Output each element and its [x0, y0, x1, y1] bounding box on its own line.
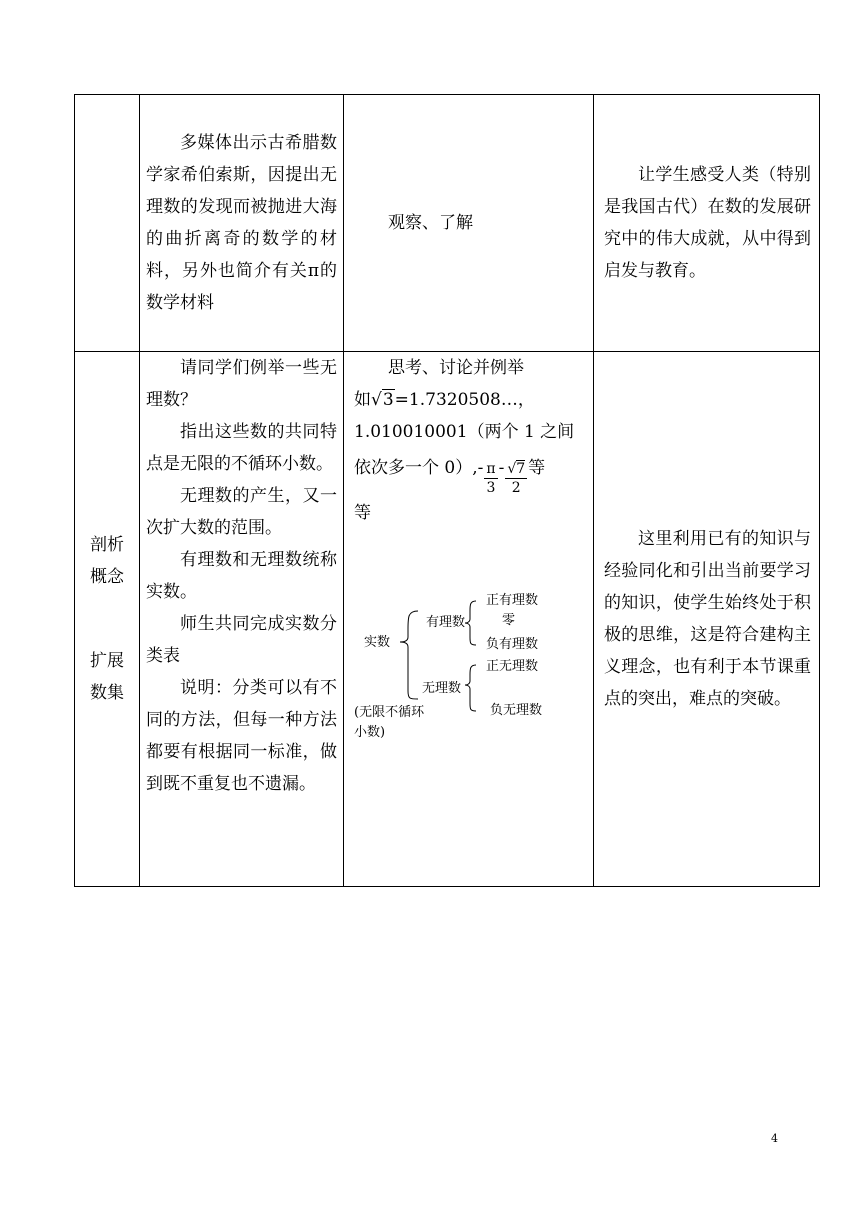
- table-row: [75, 352, 820, 887]
- tree-neg-irrational: 负无理数: [490, 703, 543, 718]
- teacher-paragraph: 师生共同完成实数分类表: [146, 614, 337, 666]
- design-intent-cell: [594, 95, 820, 352]
- stage-label: 概念: [90, 567, 124, 587]
- tree-neg-rational: 负有理数: [486, 637, 539, 652]
- fraction-sqrt7-2: [505, 460, 527, 497]
- tree-rational: 有理数: [426, 615, 466, 630]
- fraction-pi-3: [484, 460, 497, 497]
- numerator: π: [486, 461, 496, 477]
- tree-irrational-note: (无限不循环小数): [354, 705, 425, 740]
- student-activity-cell: [344, 352, 594, 887]
- example-value: =1.7320508…，: [394, 390, 535, 410]
- radicand: 3: [382, 390, 394, 410]
- student-line: 思考、讨论并例举: [388, 358, 524, 378]
- teacher-paragraph: 指出这些数的共同特点是无限的不循环小数。: [146, 422, 337, 474]
- page-number: 4: [771, 1132, 778, 1145]
- tree-zero: 零: [502, 613, 516, 628]
- student-line: 等: [354, 503, 371, 523]
- sqrt-symbol: √3: [371, 390, 394, 410]
- tree-pos-rational: 正有理数: [486, 593, 539, 608]
- stage-cell: [75, 352, 140, 887]
- denominator: 2: [511, 480, 521, 496]
- numerator: √7: [507, 461, 526, 477]
- student-text: 观察、了解: [388, 213, 473, 233]
- etc-text: 等: [528, 458, 546, 478]
- example-sqrt3: [354, 384, 585, 416]
- student-activity-cell: [344, 95, 594, 352]
- stage-cell-empty: [75, 95, 140, 352]
- intent-text: 这里利用已有的知识与经验同化和引出当前要学习的知识，使学生始终处于积极的思维，这是符合建构主义理念，也有利于本节课重点的突出，难点的突破。: [604, 529, 811, 709]
- minus-sign: -: [498, 458, 505, 478]
- real-number-classification-tree: [354, 593, 584, 759]
- radicand: 7: [516, 461, 526, 477]
- denominator: 3: [486, 480, 496, 496]
- teacher-paragraph: 说明：分类可以有不同的方法，但每一种方法都要有根据同一标准，做到既不重复也不遗漏。: [146, 678, 337, 794]
- teacher-paragraph: 无理数的产生，又一次扩大数的范围。: [146, 486, 337, 538]
- tree-irrational: 无理数: [422, 681, 462, 696]
- design-intent-cell: [594, 352, 820, 887]
- teacher-text: 多媒体出示古希腊数学家希伯索斯，因提出无理数的发现而被抛进大海的曲折离奇的数学的材料，另外也简介有关π的数学材料: [146, 133, 337, 313]
- stage-label: 剖析: [90, 535, 124, 555]
- intent-text: 让学生感受人类（特别是我国古代）在数的发展研究中的伟大成就，从中得到启发与教育。: [604, 165, 811, 281]
- teacher-activity-cell: [140, 352, 344, 887]
- teacher-paragraph: 有理数和无理数统称实数。: [146, 550, 337, 602]
- tree-root: 实数: [364, 635, 391, 650]
- teacher-activity-cell: [140, 95, 344, 352]
- example-prefix: 如: [354, 390, 371, 410]
- tree-pos-irrational: 正无理数: [486, 659, 539, 674]
- stage-label: 数集: [90, 683, 124, 703]
- example-prefix: 依次多一个 0）,-: [354, 458, 484, 478]
- teacher-paragraph: 请同学们例举一些无理数？: [146, 358, 337, 410]
- example-fractions: [354, 448, 585, 497]
- student-line: 1.010010001（两个 1 之间: [354, 422, 575, 442]
- lesson-table: [74, 94, 820, 887]
- table-row: [75, 95, 820, 352]
- stage-label: 扩展: [90, 651, 124, 671]
